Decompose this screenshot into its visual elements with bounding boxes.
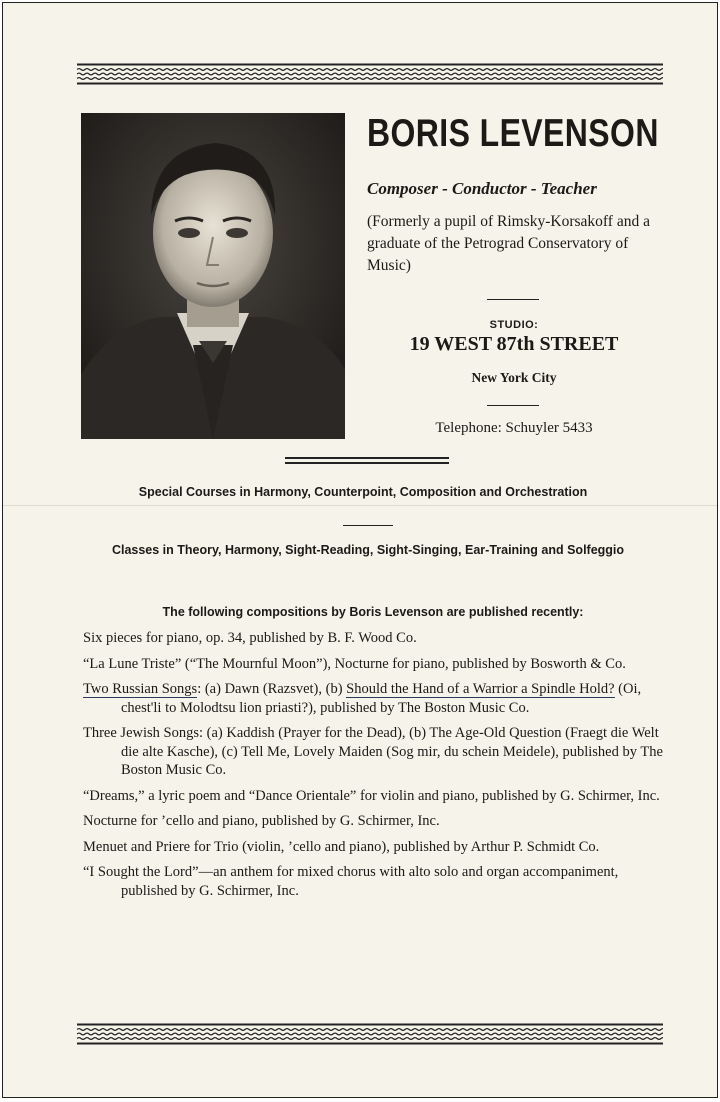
compositions-list xyxy=(83,629,663,907)
bottom-wave-rule xyxy=(77,1023,663,1045)
underlined-title: Two Russian Songs xyxy=(83,681,198,697)
classes-offered: Classes in Theory, Harmony, Sight-Reading, Sight-Singing, Ear-Training and Solfeggio xyxy=(111,543,625,557)
studio-label: STUDIO: xyxy=(489,319,539,331)
list-item: Six pieces for piano, op. 34, published by B. F. Wood Co. xyxy=(83,630,417,646)
list-item xyxy=(83,680,663,717)
list-item-text: : (a) Dawn (Razsvet), (b) xyxy=(197,681,347,697)
list-item: “La Lune Triste” (“The Mournful Moon”), Nocturne for piano, published by Bosworth & Co. xyxy=(83,655,626,672)
list-item: “I Sought the Lord”—an anthem for mixed chorus with alto solo and organ accompaniment, published by G. Schirmer, Inc. xyxy=(83,864,619,899)
studio-city: New York City xyxy=(471,370,557,385)
top-wave-rule xyxy=(77,63,663,85)
compositions-intro: The following compositions by Boris Levenson are published recently: xyxy=(162,605,584,619)
list-item: Menuet and Priere for Trio (violin, ’cello and piano), published by Arthur P. Schmidt Co. xyxy=(83,838,600,855)
divider xyxy=(343,525,393,526)
list-item: “Dreams,” a lyric poem and “Dance Orientale” for violin and piano, published by G. Schirmer, Inc. xyxy=(83,787,660,804)
list-item: Three Jewish Songs: (a) Kaddish (Prayer for the Dead), (b) The Age-Old Question (Fraegt die Welt die alte Kasche), (c) Tell Me, Lovely Maiden (Sog mir, du schein Meidele), published by The Boston Music Co. xyxy=(83,725,663,778)
underlined-song: Should the Hand of a Warrior a Spindle Hold? xyxy=(346,681,615,697)
special-courses: Special Courses in Harmony, Counterpoint, Composition and Orchestration xyxy=(138,485,588,499)
double-divider xyxy=(285,457,449,464)
list-item: Nocturne for ’cello and piano, published by G. Schirmer, Inc. xyxy=(83,813,440,829)
studio-address: 19 WEST 87th STREET xyxy=(409,333,619,355)
composer-name: BORIS LEVENSON xyxy=(367,112,659,155)
telephone-number: Telephone: Schuyler 5433 xyxy=(435,420,593,436)
composer-roles: Composer - Conductor - Teacher xyxy=(367,179,597,198)
education-note: (Formerly a pupil of Rimsky-Korsakoff and a graduate of the Petrograd Conservatory of Music) xyxy=(367,213,650,274)
list-item-text: (Oi, chest'li to Molodtsu lion priasti?), published by The Boston Music Co. xyxy=(121,681,642,716)
flyer-page xyxy=(2,2,718,1098)
divider xyxy=(487,299,539,300)
portrait-photo xyxy=(81,113,345,439)
divider xyxy=(487,405,539,406)
paper-fold xyxy=(3,505,717,506)
